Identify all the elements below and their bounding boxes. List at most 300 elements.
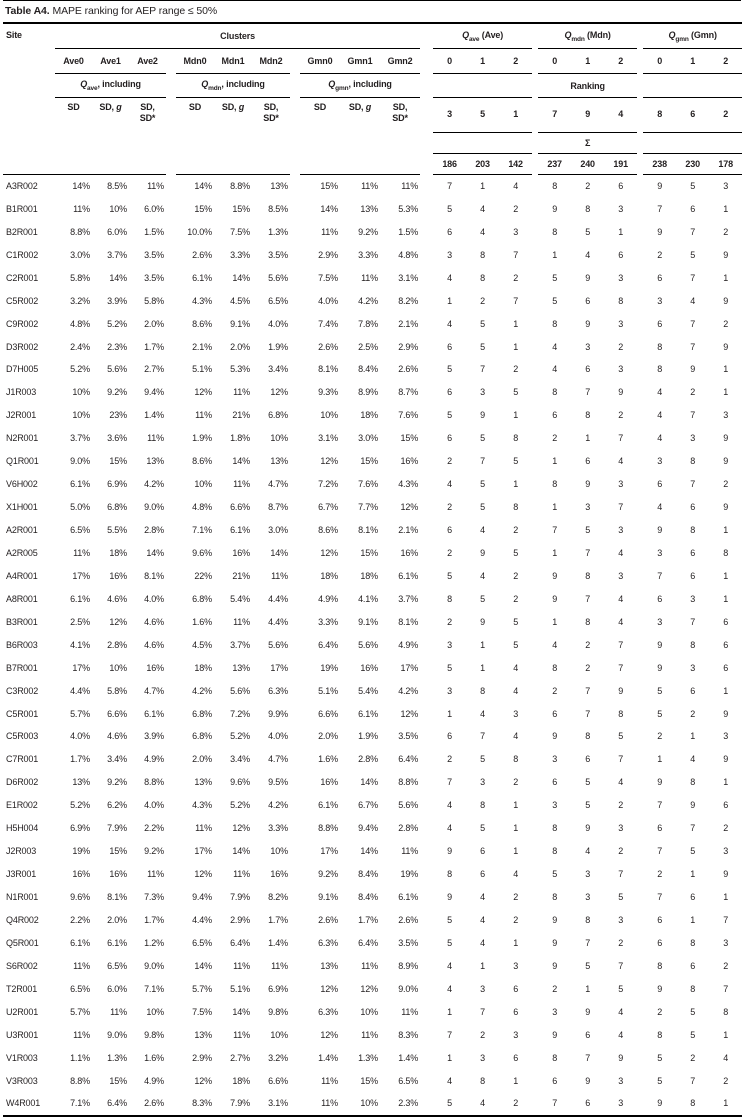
cell-rank-value: 5 — [657, 1075, 663, 1086]
cell-mape-value: 9.1% — [230, 318, 250, 329]
cell-mape-value: 4.0% — [144, 800, 164, 811]
cell-mape-value: 14% — [360, 846, 378, 857]
column-gap — [420, 98, 433, 133]
cell-rank-value: 7 — [447, 180, 453, 191]
cell-rank-value: 6 — [585, 754, 591, 765]
cell-mape-value: 1.6% — [192, 616, 212, 627]
cell-rank-value: 2 — [513, 914, 519, 925]
cell-rank-value: 1 — [513, 410, 519, 421]
q-symbol: Q — [668, 29, 676, 40]
col-header-rank-ave1: 1 — [466, 49, 499, 74]
cell-rank-value: 2 — [618, 937, 624, 948]
cell-mape-value: 14% — [232, 456, 250, 467]
cell-rank-value: 7 — [690, 1075, 696, 1086]
cell-mape-value: 13% — [146, 456, 164, 467]
cell-mape-value: 13% — [194, 1029, 212, 1040]
cell-mape-value: 4.6% — [144, 639, 164, 650]
cell-rank-value: 3 — [723, 180, 729, 191]
cell-site: Q4R002 — [6, 914, 39, 925]
cell-rank-value: 3 — [552, 800, 558, 811]
cell-rank-value: 1 — [480, 639, 486, 650]
cell-rank-value: 4 — [447, 318, 453, 329]
including-text: , including — [348, 79, 392, 90]
table-row — [3, 427, 742, 450]
cell-rank-value: 5 — [447, 570, 453, 581]
cell-mape-value: 4.8% — [70, 318, 90, 329]
cell-mape-value: 17% — [270, 662, 288, 673]
cell-rank-value: 4 — [723, 1052, 729, 1063]
cell-rank-value: 4 — [618, 777, 624, 788]
cell-mape-value: 8.4% — [358, 892, 378, 903]
column-gap — [290, 587, 300, 610]
cell-rank-value: 3 — [585, 341, 591, 352]
cell-mape-value: 2.6% — [398, 364, 419, 375]
sd-g-prefix: SD, — [221, 102, 239, 112]
cell-mape-value: 3.0% — [358, 433, 378, 444]
cell-mape-value: 5.3% — [398, 203, 419, 214]
column-gap — [290, 725, 300, 748]
cell-mape-value: 4.2% — [144, 479, 164, 490]
q-subscript: mdn — [208, 84, 222, 92]
column-gap — [420, 404, 433, 427]
cell-mape-value: 11% — [147, 433, 164, 444]
cell-mape-value: 1.3% — [358, 1052, 378, 1063]
cell-rank-value: 7 — [447, 1029, 453, 1040]
cell-mape-value: 7.9% — [230, 1098, 250, 1109]
cell-mape-value: 12% — [320, 547, 338, 558]
col-header-rank-gmn2: 2 — [709, 49, 742, 74]
cell-mape-value: 9.2% — [107, 387, 127, 398]
cell-mape-value: 1.7% — [144, 914, 164, 925]
cell-rank-value: 9 — [552, 593, 558, 604]
cell-rank-value: 7 — [618, 960, 624, 971]
cell-rank-value: 7 — [585, 937, 591, 948]
rank-sum: 240 — [571, 153, 604, 174]
column-gap — [420, 931, 433, 954]
cell-rank-value: 8 — [657, 1029, 663, 1040]
cell-mape-value: 15% — [109, 846, 127, 857]
cell-mape-value: 6.5% — [107, 960, 127, 971]
cell-rank-value: 9 — [552, 570, 558, 581]
cell-rank-value: 8 — [480, 685, 486, 696]
cell-rank-value: 7 — [690, 410, 696, 421]
cell-rank-value: 6 — [690, 203, 696, 214]
column-gap — [420, 1023, 433, 1046]
cell-mape-value: 10% — [270, 846, 288, 857]
overall-rank: 9 — [571, 98, 604, 133]
column-gap — [166, 771, 176, 794]
cell-mape-value: 16% — [360, 662, 378, 673]
col-header-qgmn — [643, 23, 742, 49]
cell-rank-value: 3 — [690, 662, 696, 673]
cell-mape-value: 9.1% — [358, 616, 378, 627]
column-gap — [290, 954, 300, 977]
column-gap — [420, 817, 433, 840]
table-row — [3, 817, 742, 840]
cell-rank-value: 5 — [552, 295, 558, 306]
cell-rank-value: 1 — [513, 846, 519, 857]
cell-rank-value: 9 — [618, 685, 624, 696]
cell-rank-value: 5 — [690, 846, 696, 857]
cell-rank-value: 9 — [585, 318, 591, 329]
cell-mape-value: 7.2% — [318, 479, 338, 490]
cell-mape-value: 2.6% — [398, 914, 419, 925]
cell-rank-value: 6 — [480, 846, 486, 857]
cell-rank-value: 6 — [723, 616, 729, 627]
column-gap — [420, 23, 433, 49]
sd-g-italic: g — [116, 102, 122, 112]
column-gap — [290, 381, 300, 404]
column-gap — [290, 564, 300, 587]
cell-rank-value: 8 — [618, 295, 624, 306]
cell-rank-value: 7 — [618, 754, 624, 765]
cell-rank-value: 2 — [447, 456, 453, 467]
column-gap — [420, 702, 433, 725]
mape-ranking-table — [3, 22, 742, 1117]
cell-rank-value: 5 — [447, 914, 453, 925]
cell-site: D6R002 — [6, 777, 39, 788]
cell-mape-value: 6.1% — [107, 937, 127, 948]
column-gap — [420, 74, 433, 98]
cell-mape-value: 18% — [232, 1075, 250, 1086]
column-gap — [166, 266, 176, 289]
cell-mape-value: 5.1% — [192, 364, 212, 375]
cell-mape-value: 13% — [360, 203, 378, 214]
cell-rank-value: 1 — [480, 662, 486, 673]
column-gap — [290, 427, 300, 450]
column-gap — [420, 174, 433, 197]
column-gap — [290, 312, 300, 335]
header-row-sd — [3, 98, 742, 133]
cell-rank-value: 8 — [552, 180, 558, 191]
column-gap — [420, 197, 433, 220]
column-gap — [166, 977, 176, 1000]
cell-rank-value: 3 — [723, 410, 729, 421]
cell-mape-value: 3.5% — [398, 937, 419, 948]
cell-mape-value: 8.1% — [358, 525, 378, 536]
cell-mape-value: 5.8% — [107, 685, 127, 696]
cell-rank-value: 4 — [618, 547, 624, 558]
column-gap — [290, 358, 300, 381]
cell-rank-value: 5 — [513, 616, 519, 627]
column-gap — [166, 450, 176, 473]
cell-rank-value: 6 — [690, 685, 696, 696]
cell-mape-value: 8.6% — [192, 456, 212, 467]
cell-mape-value: 8.8% — [318, 823, 338, 834]
cell-mape-value: 2.9% — [318, 249, 338, 260]
cell-rank-value: 8 — [690, 983, 696, 994]
cell-mape-value: 9.6% — [192, 547, 212, 558]
q-subscript: ave — [87, 84, 98, 92]
cell-rank-value: 6 — [690, 570, 696, 581]
cell-mape-value: 12% — [320, 456, 338, 467]
column-gap — [420, 840, 433, 863]
column-gap — [420, 450, 433, 473]
cell-mape-value: 7.1% — [70, 1098, 90, 1109]
cell-mape-value: 16% — [232, 547, 250, 558]
cell-rank-value: 9 — [690, 800, 696, 811]
cell-rank-value: 2 — [513, 593, 519, 604]
cell-rank-value: 7 — [618, 502, 624, 513]
cell-rank-value: 1 — [723, 364, 729, 375]
cell-mape-value: 11% — [73, 960, 90, 971]
column-gap — [166, 1000, 176, 1023]
cell-mape-value: 2.4% — [70, 341, 90, 352]
cell-rank-value: 6 — [723, 639, 729, 650]
cell-mape-value: 14% — [232, 272, 250, 283]
cell-rank-value: 9 — [723, 502, 729, 513]
cell-mape-value: 7.5% — [230, 226, 250, 237]
cell-mape-value: 6.3% — [318, 1006, 338, 1017]
table-row — [3, 794, 742, 817]
cell-rank-value: 3 — [447, 685, 453, 696]
cell-mape-value: 6.1% — [398, 892, 419, 903]
cell-mape-value: 5.1% — [230, 983, 250, 994]
cell-rank-value: 6 — [723, 800, 729, 811]
cell-rank-value: 8 — [552, 318, 558, 329]
col-header-rank-gmn0: 0 — [643, 49, 676, 74]
cell-mape-value: 7.8% — [358, 318, 378, 329]
cell-mape-value: 1.7% — [70, 754, 90, 765]
q-symbol: Q — [328, 79, 336, 90]
cell-rank-value: 2 — [447, 547, 453, 558]
cell-rank-value: 7 — [690, 479, 696, 490]
cell-mape-value: 12% — [109, 616, 127, 627]
cell-rank-value: 8 — [585, 410, 591, 421]
cell-mape-value: 8.8% — [70, 226, 90, 237]
header-row-columns — [3, 49, 742, 74]
cell-mape-value: 4.1% — [358, 593, 378, 604]
cell-mape-value: 12% — [232, 823, 250, 834]
cell-mape-value: 6.5% — [192, 937, 212, 948]
cell-rank-value: 5 — [618, 892, 624, 903]
cell-mape-value: 2.2% — [144, 823, 164, 834]
cell-rank-value: 7 — [690, 616, 696, 627]
column-gap — [420, 49, 433, 74]
table-row — [3, 1092, 742, 1116]
table-row — [3, 564, 742, 587]
cell-mape-value: 4.9% — [144, 1075, 164, 1086]
cell-mape-value: 9.4% — [358, 823, 378, 834]
cell-rank-value: 3 — [657, 295, 663, 306]
column-gap — [420, 542, 433, 565]
cell-rank-value: 2 — [690, 708, 696, 719]
table-row — [3, 909, 742, 932]
cell-mape-value: 19% — [72, 846, 90, 857]
cell-mape-value: 16% — [270, 869, 288, 880]
cell-mape-value: 1.5% — [398, 226, 419, 237]
cell-rank-value: 2 — [723, 960, 729, 971]
cell-rank-value: 8 — [447, 593, 453, 604]
col-header-site: Site — [3, 23, 55, 174]
including-text: , including — [97, 79, 141, 90]
cell-mape-value: 15% — [232, 203, 250, 214]
cell-mape-value: 12% — [400, 502, 419, 513]
cell-mape-value: 8.6% — [318, 525, 338, 536]
cell-mape-value: 4.0% — [144, 593, 164, 604]
column-gap — [290, 679, 300, 702]
cell-rank-value: 6 — [585, 295, 591, 306]
cell-rank-value: 8 — [552, 892, 558, 903]
cell-rank-value: 2 — [447, 754, 453, 765]
cell-rank-value: 6 — [513, 1052, 519, 1063]
column-gap — [420, 679, 433, 702]
cell-rank-value: 1 — [690, 731, 696, 742]
cell-rank-value: 5 — [480, 341, 486, 352]
table-row — [3, 243, 742, 266]
cell-rank-value: 1 — [552, 502, 558, 513]
cell-rank-value: 4 — [690, 754, 696, 765]
column-gap — [290, 496, 300, 519]
cell-rank-value: 6 — [447, 731, 453, 742]
cell-mape-value: 13% — [232, 662, 250, 673]
cell-rank-value: 3 — [552, 1006, 558, 1017]
cell-rank-value: 7 — [447, 777, 453, 788]
cell-mape-value: 5.4% — [358, 685, 378, 696]
column-gap — [290, 153, 300, 174]
cell-rank-value: 2 — [723, 1075, 729, 1086]
cell-mape-value: 14% — [270, 547, 288, 558]
cell-mape-value: 1.9% — [192, 433, 212, 444]
col-header-rank-mdn0: 0 — [538, 49, 571, 74]
cell-mape-value: 6.8% — [107, 502, 127, 513]
cell-mape-value: 1.7% — [144, 341, 164, 352]
column-gap — [166, 931, 176, 954]
cell-mape-value: 2.0% — [192, 754, 212, 765]
cell-mape-value: 8.1% — [398, 616, 419, 627]
cell-rank-value: 1 — [480, 180, 486, 191]
column-gap — [420, 587, 433, 610]
rank-sum: 230 — [676, 153, 709, 174]
cell-rank-value: 2 — [513, 364, 519, 375]
cell-site: A4R001 — [6, 570, 38, 581]
cell-rank-value: 6 — [447, 525, 453, 536]
cell-mape-value: 8.8% — [230, 180, 250, 191]
cell-rank-value: 4 — [513, 869, 519, 880]
cell-rank-value: 5 — [480, 502, 486, 513]
cell-rank-value: 1 — [723, 685, 729, 696]
cell-rank-value: 8 — [657, 960, 663, 971]
cell-mape-value: 4.9% — [144, 754, 164, 765]
cell-mape-value: 4.4% — [192, 914, 212, 925]
cell-mape-value: 6.8% — [268, 410, 288, 421]
cell-mape-value: 4.5% — [192, 639, 212, 650]
cell-mape-value: 1.4% — [318, 1052, 338, 1063]
cell-rank-value: 9 — [618, 1052, 624, 1063]
cell-rank-value: 3 — [690, 433, 696, 444]
cell-mape-value: 4.2% — [398, 685, 419, 696]
cell-mape-value: 2.7% — [144, 364, 164, 375]
cell-mape-value: 4.6% — [107, 731, 127, 742]
sd-g-italic: g — [238, 102, 245, 112]
cell-mape-value: 3.0% — [70, 249, 90, 260]
cell-rank-value: 3 — [657, 547, 663, 558]
cell-rank-value: 4 — [552, 639, 558, 650]
cell-mape-value: 5.2% — [107, 318, 127, 329]
cell-mape-value: 11% — [401, 1006, 419, 1017]
q-paren: (Mdn) — [587, 29, 611, 40]
cell-rank-value: 4 — [690, 295, 696, 306]
cell-mape-value: 1.5% — [144, 226, 164, 237]
cell-rank-value: 8 — [690, 456, 696, 467]
cell-mape-value: 12% — [320, 1029, 338, 1040]
cell-mape-value: 13% — [270, 180, 288, 191]
sd-g-italic: g — [365, 102, 372, 112]
cell-rank-value: 9 — [723, 295, 729, 306]
cell-rank-value: 6 — [657, 823, 663, 834]
cell-rank-value: 4 — [513, 180, 519, 191]
cell-rank-value: 3 — [480, 387, 486, 398]
cell-rank-value: 9 — [447, 846, 453, 857]
table-row — [3, 335, 742, 358]
cell-rank-value: 1 — [723, 1098, 729, 1109]
cell-mape-value: 18% — [360, 410, 378, 421]
cell-rank-value: 3 — [618, 1075, 624, 1086]
cell-mape-value: 10% — [72, 410, 90, 421]
sd-sd-line2: SD* — [392, 112, 408, 123]
cell-mape-value: 1.4% — [144, 410, 164, 421]
cell-rank-value: 2 — [618, 410, 624, 421]
cell-site: T2R001 — [6, 983, 38, 994]
cell-mape-value: 6.8% — [192, 708, 212, 719]
column-gap — [420, 610, 433, 633]
cell-mape-value: 6.9% — [107, 479, 127, 490]
cell-rank-value: 1 — [723, 570, 729, 581]
cell-mape-value: 2.5% — [70, 616, 90, 627]
cell-rank-value: 7 — [585, 593, 591, 604]
cell-rank-value: 1 — [513, 1075, 519, 1086]
cell-mape-value: 6.5% — [268, 295, 288, 306]
column-gap — [290, 542, 300, 565]
cell-rank-value: 9 — [657, 983, 663, 994]
cell-mape-value: 4.7% — [144, 685, 164, 696]
column-gap — [420, 358, 433, 381]
cell-rank-value: 2 — [447, 502, 453, 513]
cell-mape-value: 3.9% — [144, 731, 164, 742]
cell-rank-value: 4 — [447, 823, 453, 834]
cell-mape-value: 8.8% — [398, 777, 419, 788]
cell-mape-value: 6.3% — [268, 685, 288, 696]
q-symbol: Q — [201, 79, 209, 90]
cell-rank-value: 5 — [657, 1052, 663, 1063]
column-gap — [166, 542, 176, 565]
cell-mape-value: 2.6% — [192, 249, 212, 260]
column-gap — [166, 404, 176, 427]
header-row-including — [3, 74, 742, 98]
cell-site: A2R001 — [6, 525, 38, 536]
cell-mape-value: 5.0% — [70, 502, 90, 513]
cell-rank-value: 2 — [513, 777, 519, 788]
cell-rank-value: 6 — [657, 479, 663, 490]
q-subscript: ave — [468, 35, 480, 43]
column-gap — [420, 748, 433, 771]
cell-rank-value: 9 — [723, 433, 729, 444]
cell-rank-value: 5 — [585, 800, 591, 811]
cell-rank-value: 9 — [657, 180, 663, 191]
column-gap — [166, 427, 176, 450]
table-row — [3, 610, 742, 633]
cell-mape-value: 22% — [194, 570, 212, 581]
column-gap — [290, 931, 300, 954]
cell-mape-value: 8.4% — [358, 869, 378, 880]
cell-mape-value: 11% — [401, 180, 419, 191]
cell-mape-value: 6.8% — [192, 731, 212, 742]
cell-rank-value: 5 — [513, 547, 519, 558]
cell-mape-value: 11% — [233, 1029, 250, 1040]
cell-mape-value: 4.0% — [70, 731, 90, 742]
cell-site: V1R003 — [6, 1052, 38, 1063]
table-row — [3, 1000, 742, 1023]
